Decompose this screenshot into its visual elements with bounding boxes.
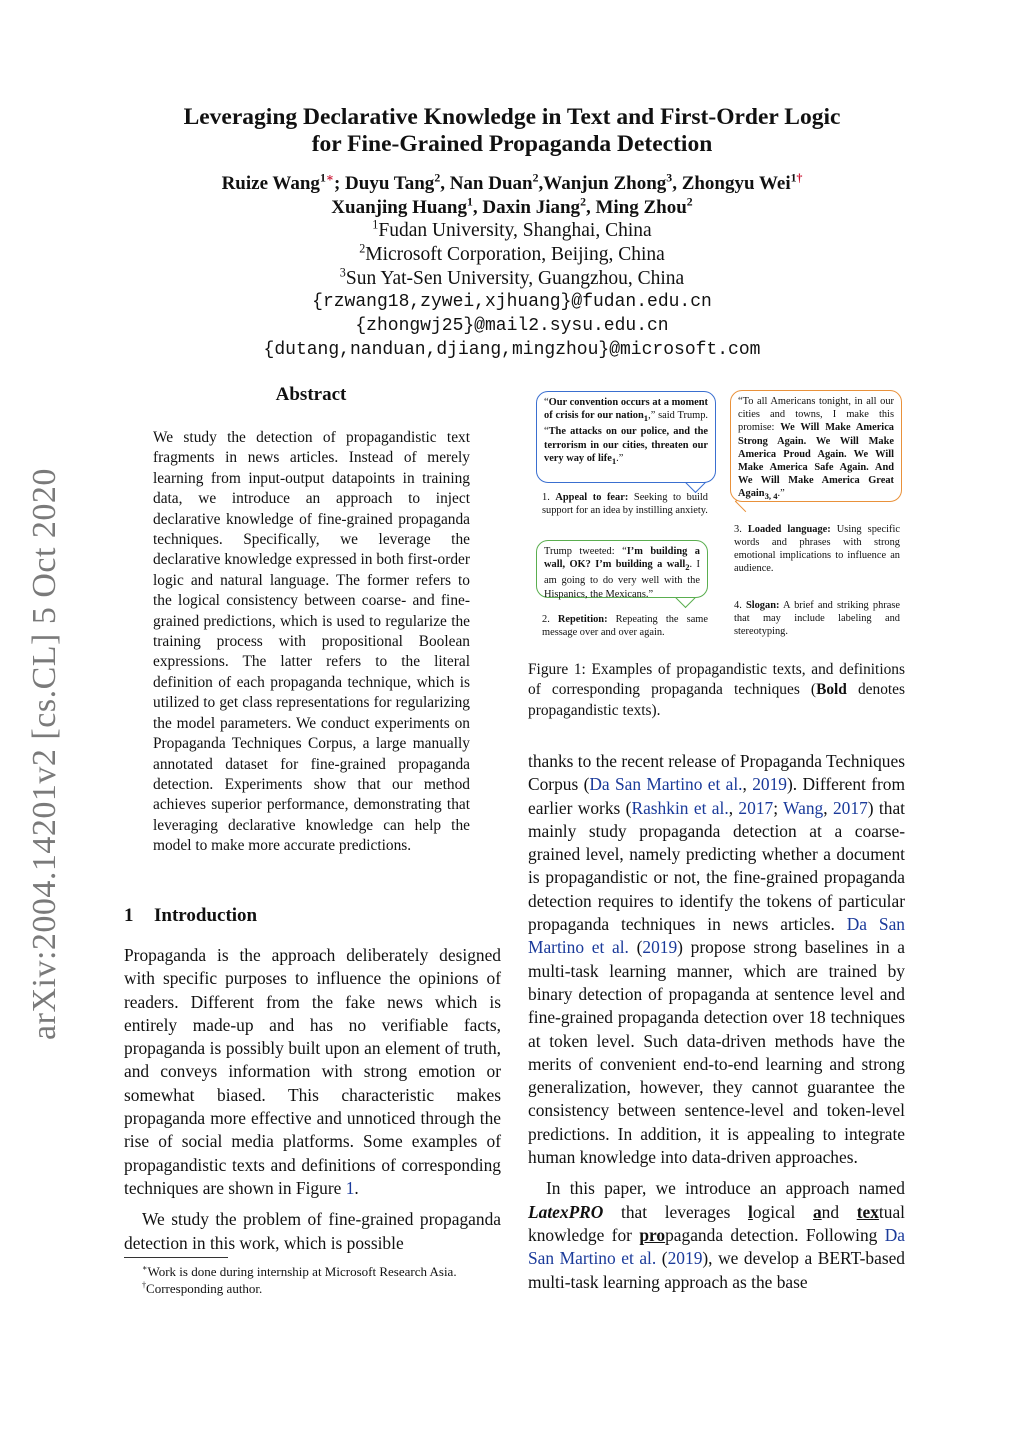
right-column-body	[528, 750, 905, 1302]
title-line-1: Leveraging Declarative Knowledge in Text and First-Order Logic	[183, 104, 841, 130]
author-list	[120, 172, 904, 220]
figure-1	[528, 383, 908, 645]
section-heading-introduction: 1 Introduction	[124, 905, 258, 926]
abstract-body: We study the detection of propagandistic text fragments in news articles. Instead of merely learning from input-output datapoints in training data, we introduce an approach to inject declarative knowledge of fine-grained propaganda techniques. Specifically, we leverage the declarative knowledge expressed in both first-order logic and natural language. The former refers to the logical consistency between coarse- and fine-grained predictions, which is used to regularize the training process with propositional Boolean expressions. The latter refers to the literal definition of each propaganda technique, which is utilized to get class representations for regularizing the model parameters. We conduct experiments on Propaganda Techniques Corpus, a large manually annotated dataset for fine-grained propaganda detection. Experiments show that our method achieves superior performance, demonstrating that leveraging declarative knowledge can help the model to make more accurate predictions.	[153, 429, 470, 855]
footnote-rule	[124, 1257, 228, 1258]
citation-link[interactable]: Da San Martino et al.	[528, 1224, 905, 1269]
speech-bubble-repetition: Trump tweeted: “I’m building a wall, OK? I’m building a wall$_2$. I am going to do very well with the Hispanics, the Mexicans.”	[536, 540, 708, 598]
author-line-1: Ruize Wang$^{1∗}$; Duyu Tang$^2$, Nan Duan$^2$,Wanjun Zhong$^3$, Zhongyu Wei$^{1\dagger}$	[221, 171, 803, 194]
definition-repetition: 2. Repetition: Repeating the same message over and over again.	[542, 614, 708, 638]
footnotes	[124, 1263, 501, 1297]
intro-paragraph-1: Propaganda is the approach deliberately designed with specific purposes to influence the opinions of readers. Different from the fake news which is entirely made-up and has no verifiable facts, propaganda is possibly built upon an element of truth, and conveys information with strong emotion or somewhat biased. This characteristic makes propaganda more effective and unnoticed through the rise of social media platforms. Some examples of propagandistic texts and definitions of corresponding techniques are shown in Figure 1.	[124, 945, 501, 1198]
figure-ref-link[interactable]: 1	[345, 1177, 355, 1198]
title-line-2: for Fine-Grained Propaganda Detection	[311, 131, 713, 157]
definition-appeal-to-fear: 1. Appeal to fear: Seeking to build support for an idea by instilling anxiety.	[542, 492, 709, 516]
email-list	[120, 290, 904, 362]
citation-link[interactable]: Da San Martino et al.	[589, 774, 743, 795]
citation-year-link[interactable]: 2019	[642, 937, 678, 958]
citation-year-link[interactable]: 2017	[832, 797, 868, 818]
affiliation: $^1$Fudan University, Shanghai, China	[372, 217, 652, 241]
affiliations	[120, 219, 904, 291]
author-line-2: Xuanjing Huang$^1$, Daxin Jiang$^2$, Ming Zhou$^2$	[331, 195, 693, 218]
definition-slogan: 4. Slogan: A brief and striking phrase that may include labeling and stereotyping.	[734, 600, 900, 637]
affiliation: $^2$Microsoft Corporation, Beijing, China	[359, 241, 665, 265]
intro-paragraph-2: We study the problem of fine-grained propaganda detection in this work, which is possible	[124, 1209, 501, 1253]
footnote-2: †Corresponding author.	[142, 1280, 263, 1296]
citation-year-link[interactable]: 2019	[667, 1248, 703, 1269]
definition-loaded-language: 3. Loaded language: Using specific words and phrases with strong emotional implications to influence an audience.	[734, 524, 900, 574]
speech-bubble-fear: “Our convention occurs at a moment of crisis for our nation$_1$,” said Trump. “The attacks on our police, and the terrorism in our cities, threaten our very way of life$_1$.”	[536, 391, 716, 483]
citation-link[interactable]: Rashkin et al.	[631, 797, 729, 818]
arxiv-identifier: arXiv:2004.14201v2 [cs.CL] 5 Oct 2020	[26, 468, 63, 1040]
email-line: {dutang,nanduan,djiang,mingzhou}@microsoft.com	[263, 340, 761, 360]
abstract-heading: Abstract	[275, 384, 347, 405]
email-line: {rzwang18,zywei,xjhuang}@fudan.edu.cn	[312, 292, 712, 312]
citation-link[interactable]: Da San Martino et al.	[528, 914, 905, 958]
citation-year-link[interactable]: 2017	[738, 797, 774, 818]
paper-title	[120, 104, 904, 158]
left-column-body	[124, 944, 501, 1263]
affiliation: $^3$Sun Yat-Sen University, Guangzhou, China	[339, 265, 685, 289]
footnote-1: ∗Work is done during internship at Microsoft Research Asia.	[142, 1263, 457, 1279]
figure-1-caption: Figure 1: Examples of propagandistic texts, and definitions of corresponding propaganda techniques (Bold denotes propagandistic texts).	[528, 661, 905, 719]
body-paragraph: In this paper, we introduce an approach named LatexPRO that leverages logical and textual knowledge for propaganda detection. Following Da San Martino et al. (2019), we develop a BERT-based multi-task learning approach as the base	[528, 1178, 906, 1292]
speech-bubble-slogan: “To all Americans tonight, in all our cities and towns, I make this promise: We Will Make America Strong Again. We Will Make America Proud Again. We Will Make America Safe Again. And We Will Make America Great Again$_{3, 4}$.”	[730, 390, 902, 502]
citation-year-link[interactable]: 2019	[752, 774, 787, 795]
citation-link[interactable]: Wang	[783, 797, 824, 818]
body-paragraph: thanks to the recent release of Propaganda Techniques Corpus (Da San Martino et al., 2019). Different from earlier works (Rashkin et al., 2017; Wang, 2017) that mainly study propaganda detection at a coarse-grained level, namely predicting whether a document is propagandistic or not, the fine-grained propaganda detection requires to identify the tokens of particular propaganda techniques in news articles. Da San Martino et al. (2019) propose strong baselines in a multi-task learning manner, which are trained by binary detection of propaganda at sentence level and fine-grained propaganda detection over 18 techniques at token level. Such data-driven methods have the merits of convenient end-to-end learning and strong generalization, however, they cannot guarantee the consistency between sentence-level and token-level predictions. In addition, it is appealing to integrate human knowledge into data-driven approaches.	[528, 751, 906, 1168]
email-line: {zhongwj25}@mail2.sysu.edu.cn	[355, 316, 669, 336]
